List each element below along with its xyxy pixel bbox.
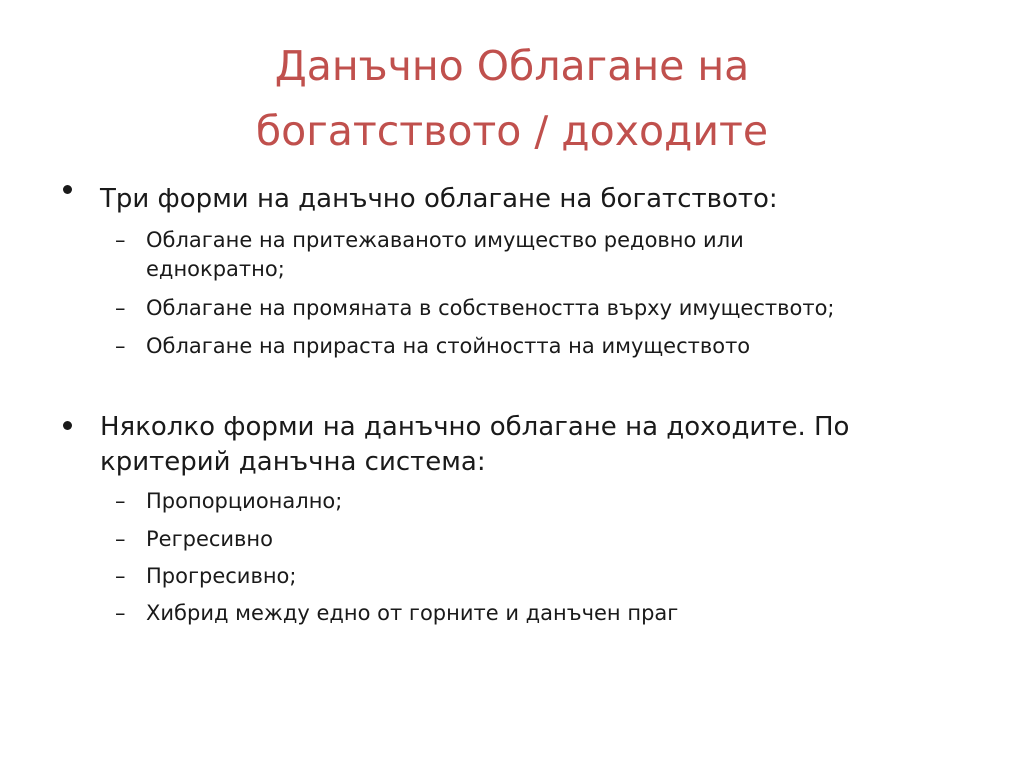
subitem-text: Пропорционално;	[146, 489, 343, 513]
subitem-text: Прогресивно;	[146, 564, 297, 588]
dash-icon: –	[115, 564, 126, 588]
dash-icon: –	[115, 489, 126, 513]
dash-icon: –	[115, 527, 126, 551]
subitem-text: Хибрид между едно от горните и данъчен праг	[146, 601, 679, 625]
subitem-text: Облагане на прираста на стойността на имуществото	[146, 334, 751, 358]
dash-icon: –	[115, 601, 126, 625]
slide-title-line-1: Данъчно Облагане на	[274, 42, 750, 90]
bullet-text-income-tax-continued: критерий данъчна система:	[100, 447, 486, 477]
dash-icon: –	[115, 228, 126, 252]
bullet-text-wealth-tax: Три форми на данъчно облагане на богатството:	[100, 184, 778, 214]
bullet-icon	[63, 421, 72, 430]
subitem-text-continued: еднократно;	[146, 257, 285, 281]
subitem-text: Регресивно	[146, 527, 274, 551]
subitem-text: Облагане на промяната в собствеността върху имуществото;	[146, 296, 835, 320]
dash-icon: –	[115, 296, 126, 320]
dash-icon: –	[115, 334, 126, 358]
bullet-icon	[63, 185, 72, 194]
subitem-text: Облагане на притежаваното имущество редовно или	[146, 228, 744, 252]
slide-title-line-2: богатството / доходите	[255, 107, 769, 155]
bullet-text-income-tax: Няколко форми на данъчно облагане на доходите. По	[100, 412, 850, 442]
